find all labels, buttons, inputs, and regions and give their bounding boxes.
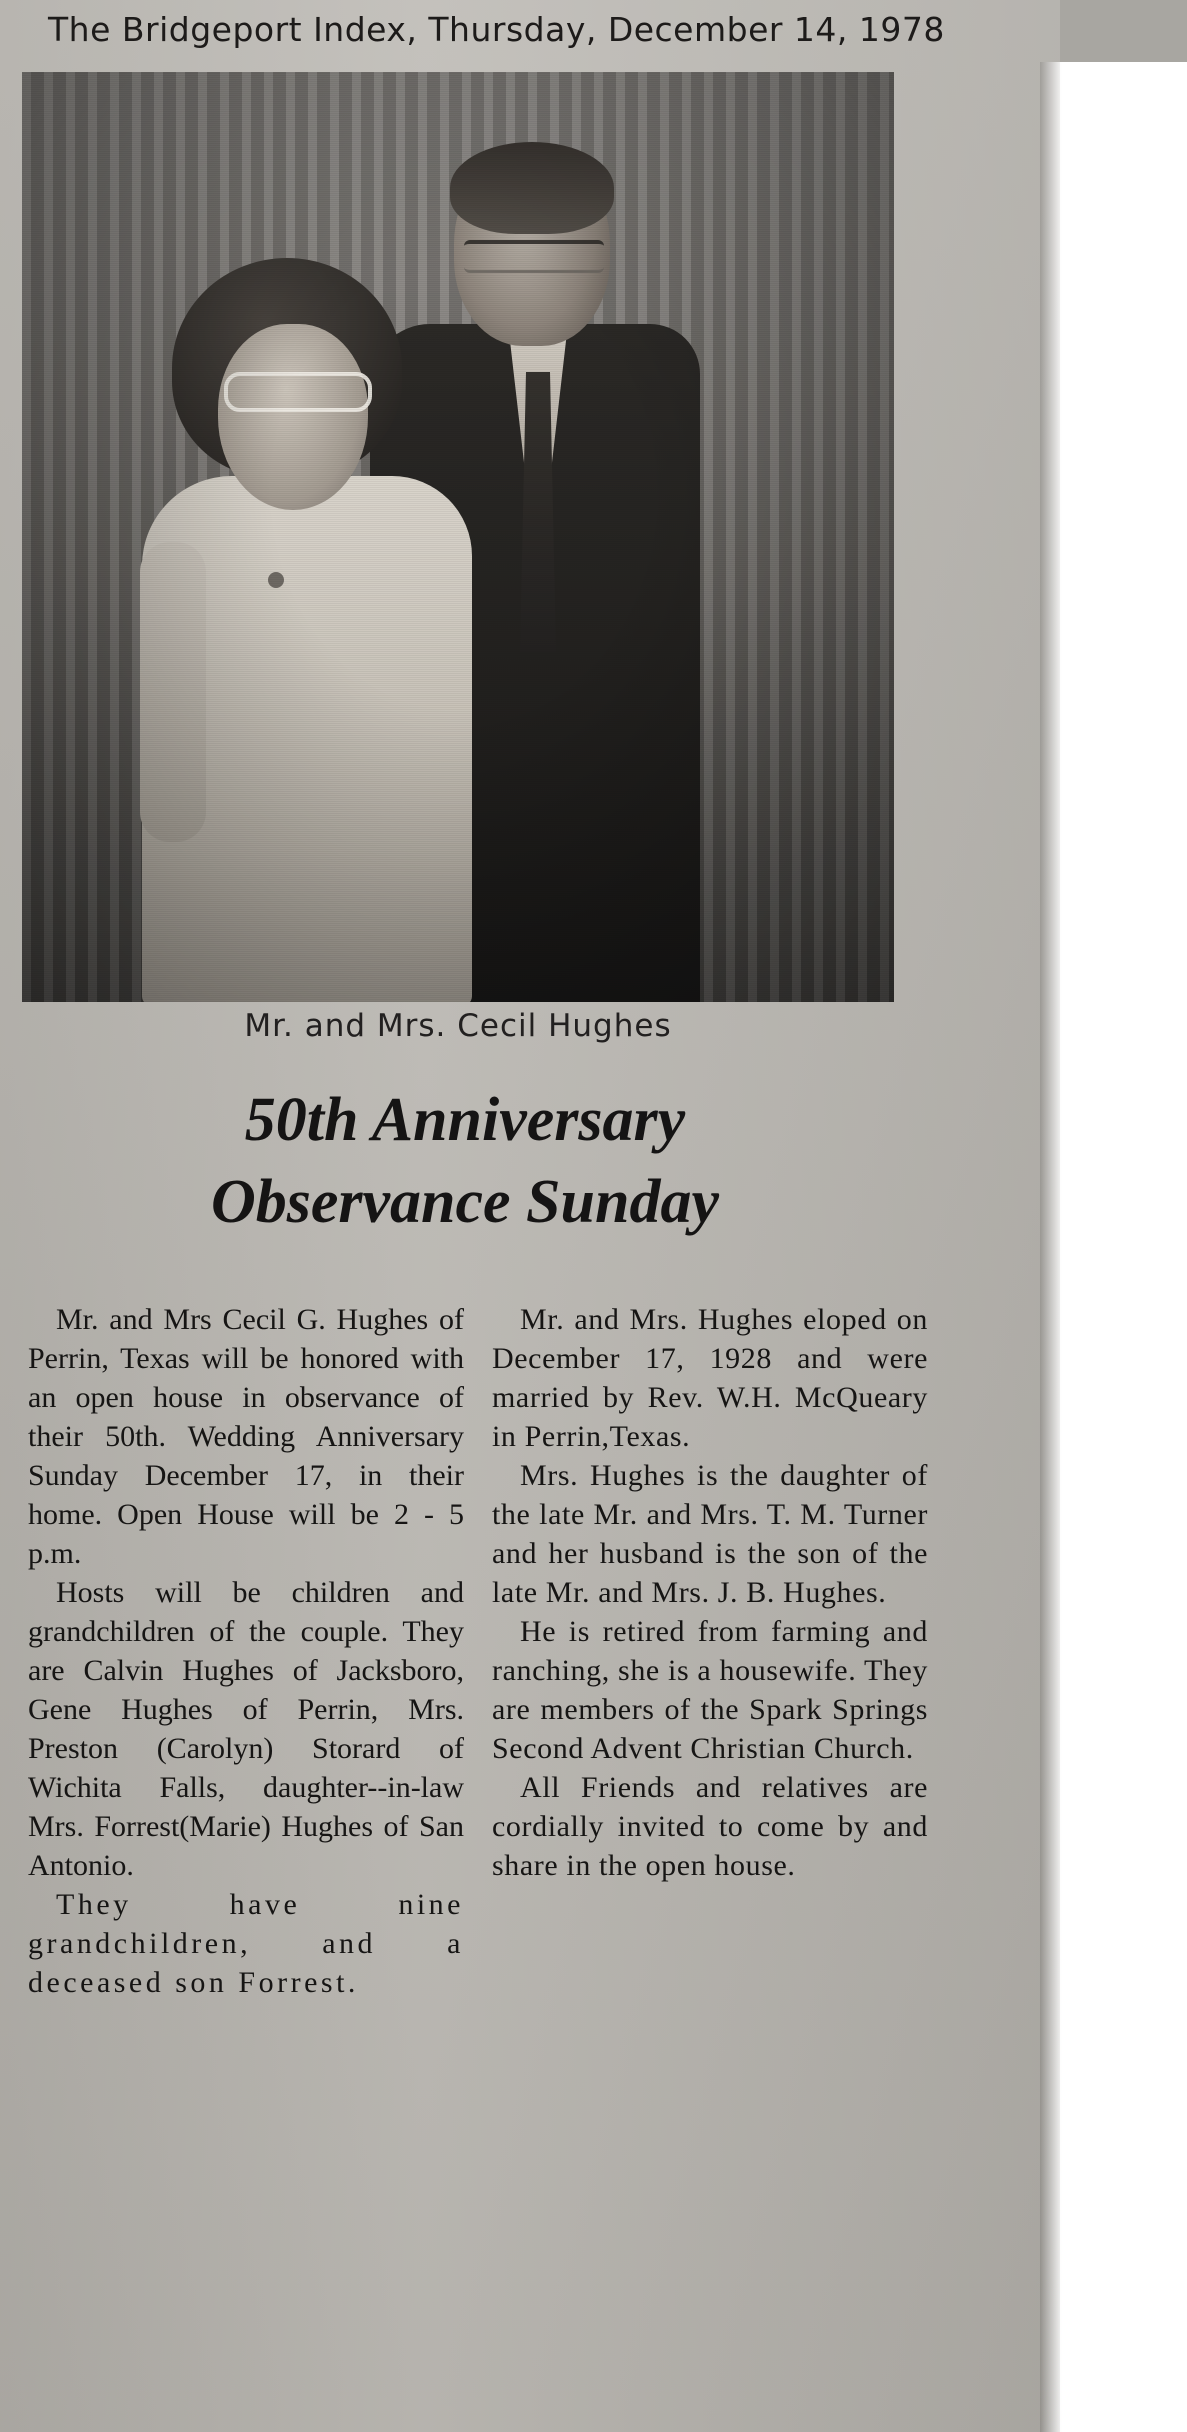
headline-line-2: Observance Sunday	[210, 1167, 720, 1236]
paragraph: He is retired from farming and ranching, she is a housewife. They are members of the Spark Springs Second Advent Christian Church.	[492, 1615, 928, 1765]
paragraph: Mr. and Mrs Cecil G. Hughes of Perrin, Texas will be honored with an open house in observance of their 50th. Wedding Anniversary Sunday December 17, in their home. Open House will be 2 - 5 p.m.	[28, 1303, 464, 1570]
paragraph: Mrs. Hughes is the daughter of the late Mr. and Mrs. T. M. Turner and her husband is the son of the late Mr. and Mrs. J. B. Hughes.	[492, 1459, 928, 1609]
paragraph: All Friends and relatives are cordially invited to come by and share in the open house.	[492, 1771, 928, 1882]
photo-halftone-grain	[22, 72, 894, 1002]
masthead-line: The Bridgeport Index, Thursday, December 14, 1978	[48, 10, 945, 49]
paragraph: Hosts will be children and grandchildren of the couple. They are Calvin Hughes of Jacksboro, Gene Hughes of Perrin, Mrs. Preston (Carolyn) Storard of Wichita Falls, daughter--in-law Mrs. Forrest(Marie) Hughes of San Antonio.	[28, 1576, 464, 1882]
article-column-left	[28, 1300, 464, 2002]
right-white-margin	[1060, 62, 1187, 2432]
couple-photograph	[22, 72, 894, 1002]
article-body	[28, 1300, 928, 2002]
photo-caption: Mr. and Mrs. Cecil Hughes	[244, 1008, 672, 1044]
top-right-grey-band	[1060, 0, 1187, 62]
article-column-right	[492, 1300, 928, 2002]
headline-line-1: 50th Anniversary	[244, 1086, 686, 1154]
clipping-right-edge	[1040, 62, 1062, 2432]
paragraph: They have nine grandchildren, and a deceased son Forrest.	[28, 1888, 464, 1999]
article-headline	[40, 1080, 890, 1244]
paragraph: Mr. and Mrs. Hughes eloped on December 17, 1928 and were married by Rev. W.H. McQueary in Perrin,Texas.	[492, 1303, 928, 1453]
